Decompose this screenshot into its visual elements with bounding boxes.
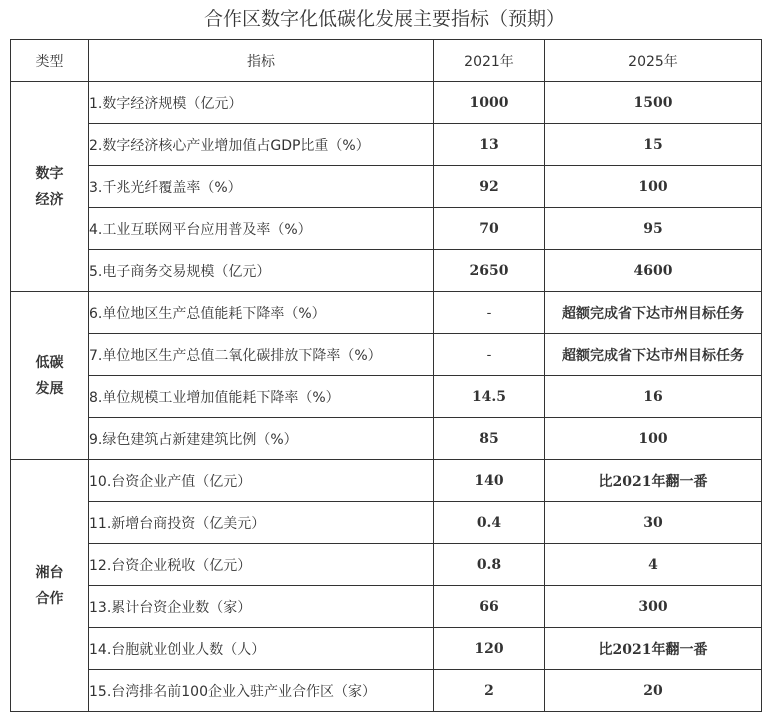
- value-2021-cell: 66: [434, 586, 545, 628]
- value-2021-cell: 2650: [434, 250, 545, 292]
- value-2025-cell: 4: [545, 544, 762, 586]
- value-2021-cell: 2: [434, 670, 545, 712]
- indicator-cell: 10.台资企业产值（亿元）: [89, 460, 434, 502]
- value-2021-cell: 0.8: [434, 544, 545, 586]
- value-2025-cell: 300: [545, 586, 762, 628]
- indicator-cell: 7.单位地区生产总值二氧化碳排放下降率（%）: [89, 334, 434, 376]
- value-2021-cell: 14.5: [434, 376, 545, 418]
- table-row: [11, 376, 762, 418]
- indicator-cell: 5.电子商务交易规模（亿元）: [89, 250, 434, 292]
- value-2025-cell: 超额完成省下达市州目标任务: [545, 334, 762, 376]
- category-label: 湘台: [35, 564, 64, 581]
- table-row: [11, 460, 762, 502]
- value-2021-cell: -: [434, 292, 545, 334]
- category-low-carbon: [11, 292, 89, 460]
- table-row: [11, 208, 762, 250]
- table-row: [11, 292, 762, 334]
- indicator-cell: 2.数字经济核心产业增加值占GDP比重（%）: [89, 124, 434, 166]
- value-2021-cell: 0.4: [434, 502, 545, 544]
- value-2025-cell: 15: [545, 124, 762, 166]
- table-header-row: [11, 40, 762, 82]
- indicator-table: [10, 39, 762, 712]
- header-indicator: 指标: [89, 40, 434, 82]
- indicator-cell: 11.新增台商投资（亿美元）: [89, 502, 434, 544]
- table-row: [11, 502, 762, 544]
- value-2021-cell: 140: [434, 460, 545, 502]
- table-row: [11, 250, 762, 292]
- category-hunan-taiwan: [11, 460, 89, 712]
- value-2025-cell: 4600: [545, 250, 762, 292]
- value-2025-cell: 30: [545, 502, 762, 544]
- header-2025: 2025年: [545, 40, 762, 82]
- value-2025-cell: 100: [545, 418, 762, 460]
- indicator-cell: 15.台湾排名前100企业入驻产业合作区（家）: [89, 670, 434, 712]
- indicator-cell: 8.单位规模工业增加值能耗下降率（%）: [89, 376, 434, 418]
- category-label: 合作: [35, 590, 64, 607]
- value-2025-cell: 比2021年翻一番: [545, 628, 762, 670]
- header-type: 类型: [11, 40, 89, 82]
- table-row: [11, 82, 762, 124]
- table-row: [11, 628, 762, 670]
- value-2021-cell: -: [434, 334, 545, 376]
- header-2021: 2021年: [434, 40, 545, 82]
- value-2025-cell: 比2021年翻一番: [545, 460, 762, 502]
- value-2021-cell: 85: [434, 418, 545, 460]
- indicator-cell: 13.累计台资企业数（家）: [89, 586, 434, 628]
- category-label: 发展: [35, 380, 64, 397]
- indicator-cell: 3.千兆光纤覆盖率（%）: [89, 166, 434, 208]
- table-row: [11, 124, 762, 166]
- indicator-cell: 1.数字经济规模（亿元）: [89, 82, 434, 124]
- table-row: [11, 586, 762, 628]
- value-2025-cell: 1500: [545, 82, 762, 124]
- page-title: 合作区数字化低碳化发展主要指标（预期）: [203, 8, 565, 30]
- category-label: 低碳: [35, 354, 64, 371]
- category-label: 数字: [35, 165, 64, 182]
- indicator-cell: 14.台胞就业创业人数（人）: [89, 628, 434, 670]
- value-2025-cell: 16: [545, 376, 762, 418]
- table-row: [11, 670, 762, 712]
- value-2025-cell: 100: [545, 166, 762, 208]
- category-digital-economy: [11, 82, 89, 292]
- value-2021-cell: 1000: [434, 82, 545, 124]
- value-2021-cell: 92: [434, 166, 545, 208]
- indicator-cell: 12.台资企业税收（亿元）: [89, 544, 434, 586]
- value-2021-cell: 70: [434, 208, 545, 250]
- indicator-cell: 6.单位地区生产总值能耗下降率（%）: [89, 292, 434, 334]
- value-2021-cell: 120: [434, 628, 545, 670]
- table-row: [11, 334, 762, 376]
- indicator-cell: 9.绿色建筑占新建建筑比例（%）: [89, 418, 434, 460]
- indicator-cell: 4.工业互联网平台应用普及率（%）: [89, 208, 434, 250]
- category-label: 经济: [35, 191, 64, 208]
- value-2025-cell: 95: [545, 208, 762, 250]
- table-row: [11, 418, 762, 460]
- table-row: [11, 544, 762, 586]
- value-2025-cell: 超额完成省下达市州目标任务: [545, 292, 762, 334]
- value-2021-cell: 13: [434, 124, 545, 166]
- table-row: [11, 166, 762, 208]
- value-2025-cell: 20: [545, 670, 762, 712]
